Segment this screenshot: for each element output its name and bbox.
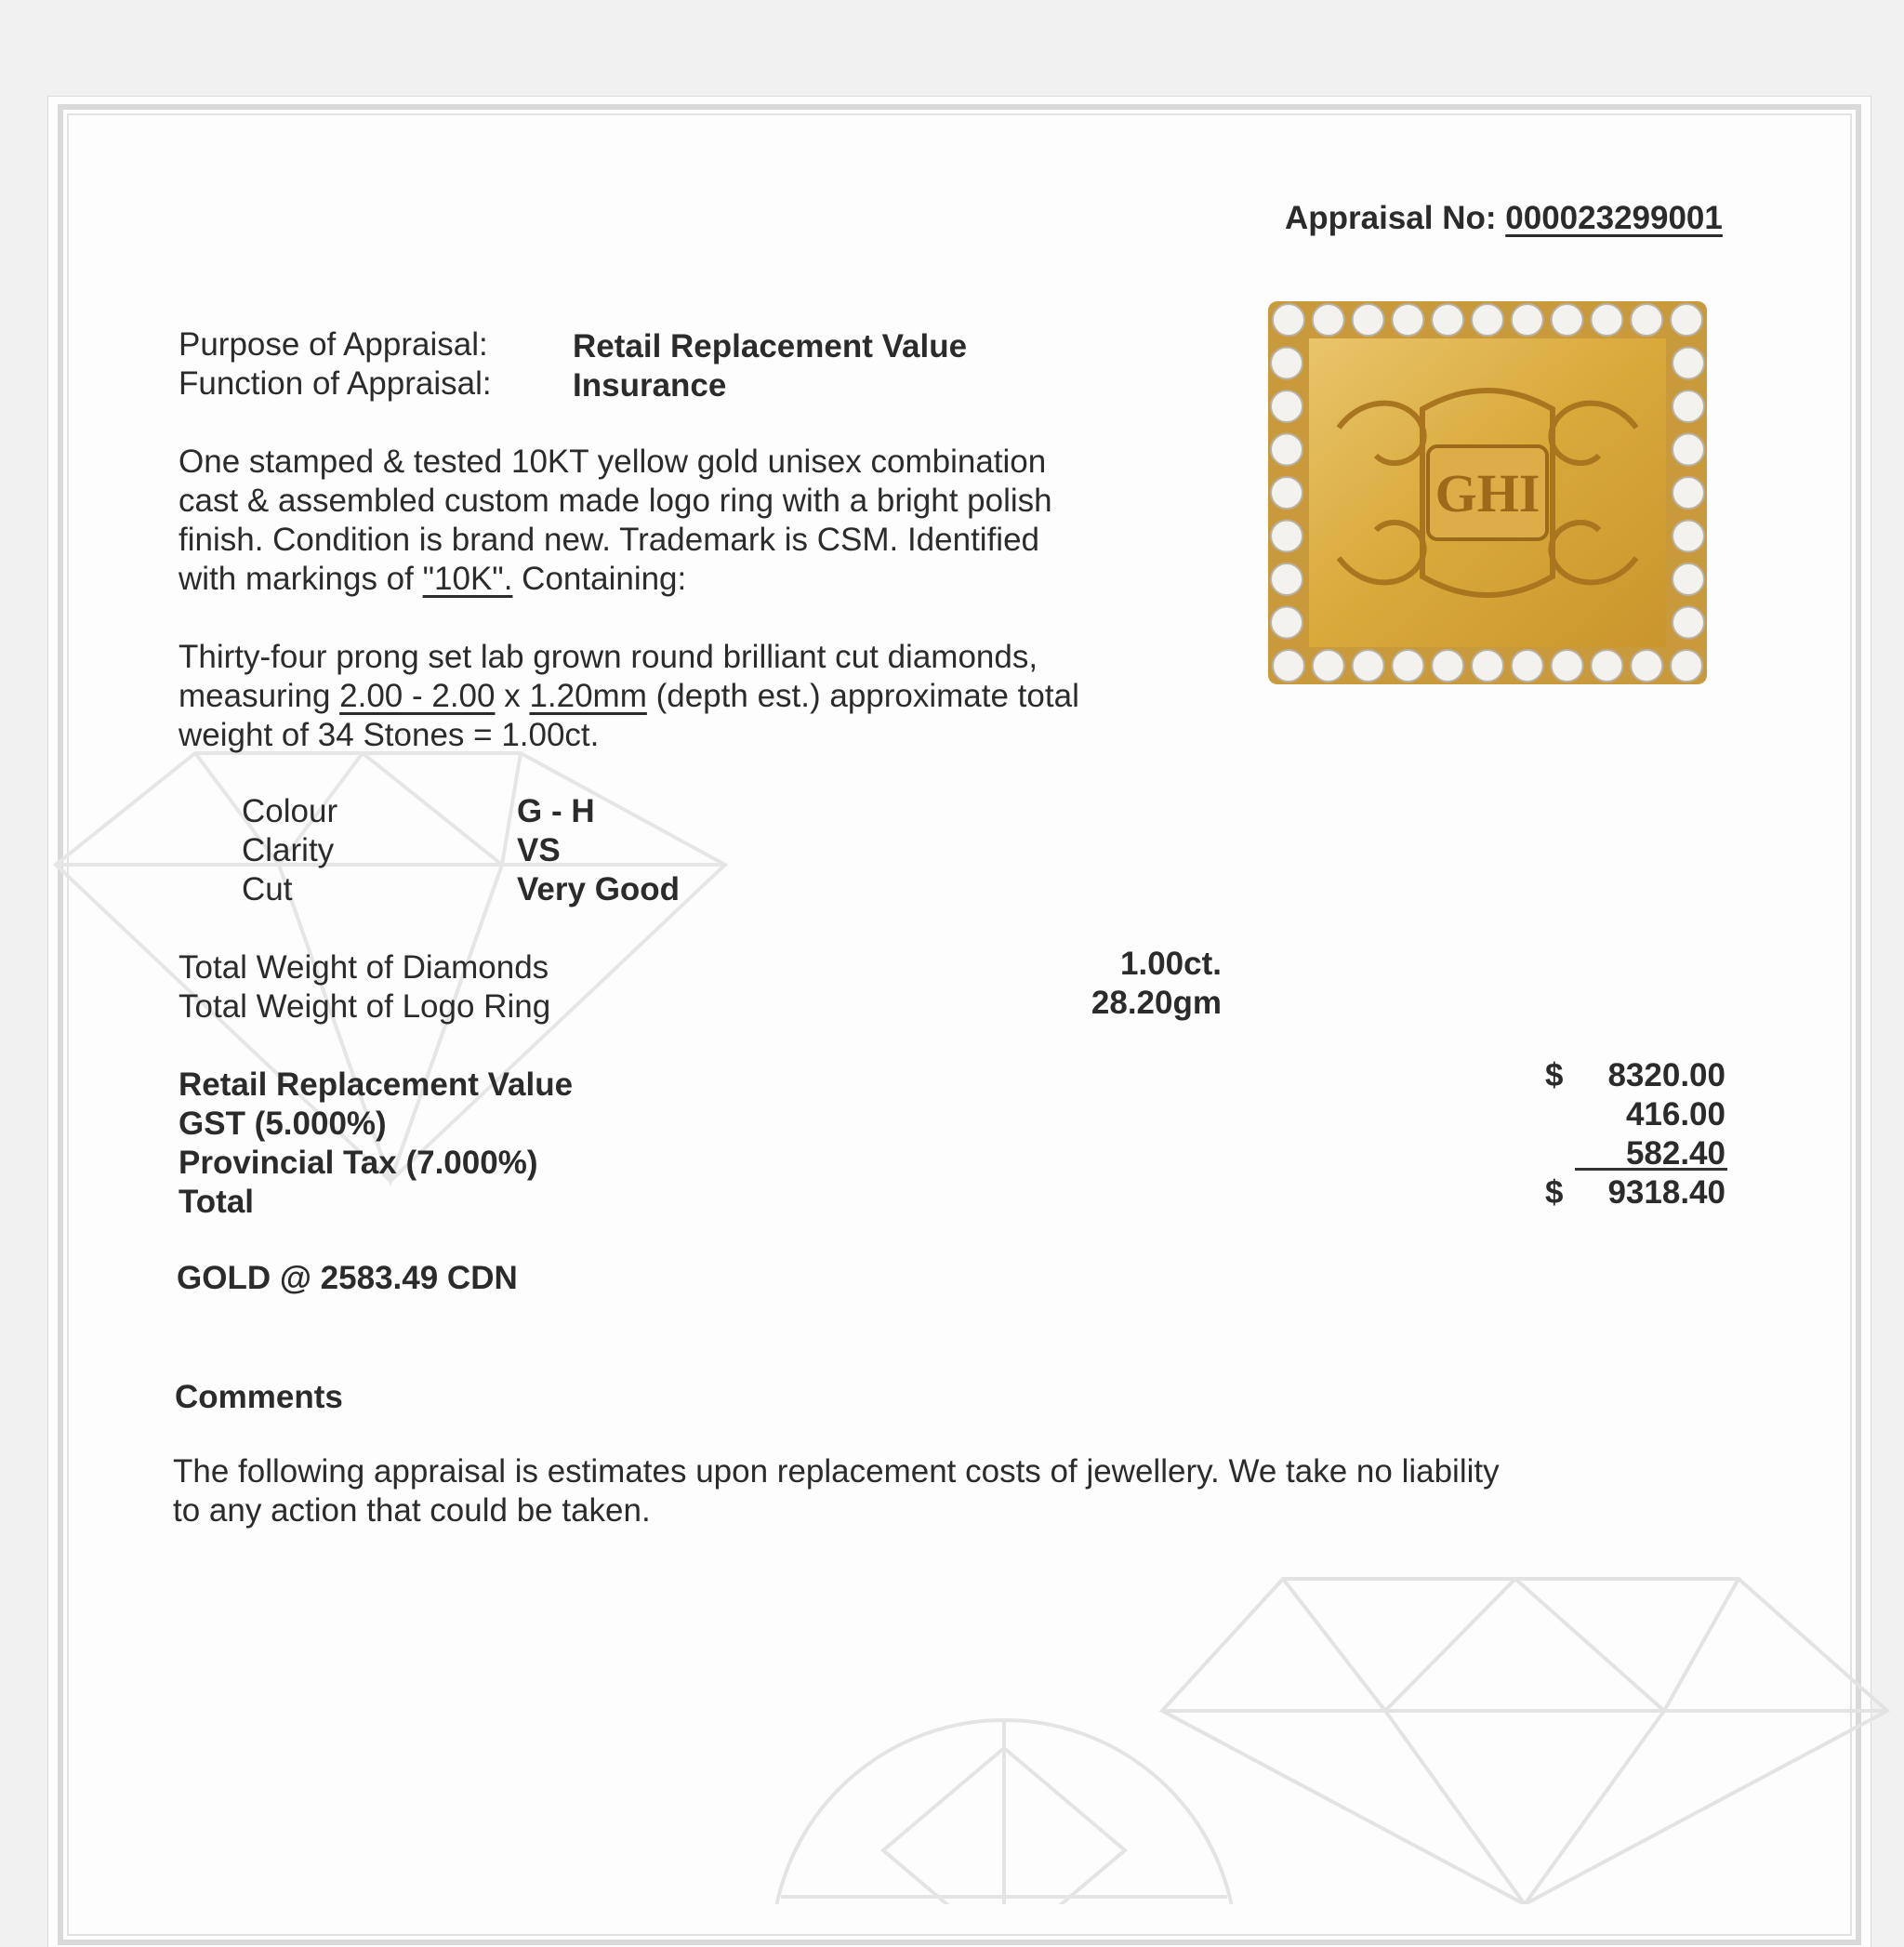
diamond-stone [1591, 650, 1622, 682]
valuation-label-gst: GST (5.000%) [178, 1106, 387, 1142]
description-line-1: One stamped & tested 10KT yellow gold unisex combination [178, 444, 1047, 480]
diamonds-line-2 [178, 677, 1079, 716]
diamond-stone [1673, 607, 1704, 639]
diamond-stone [1313, 304, 1344, 336]
diamond-stone [1353, 304, 1384, 336]
appraisal-number-label: Appraisal No: [1285, 200, 1497, 236]
diamond-stone [1671, 304, 1702, 336]
diamond-stone [1671, 650, 1702, 682]
purpose-value: Retail Replacement Value [573, 328, 968, 364]
diamond-stone [1552, 650, 1583, 682]
diamond-watermark-bottom-center [725, 1711, 1246, 1904]
description-line-4 [178, 560, 686, 599]
ring-photo [1264, 298, 1711, 688]
grading-label-colour: Colour [242, 793, 338, 829]
valuation-label-retail: Retail Replacement Value [178, 1066, 574, 1103]
diamond-stone [1591, 304, 1622, 336]
grading-value-cut: Very Good [517, 871, 681, 907]
diamond-watermark-bottom-right [1144, 1571, 1904, 1904]
appraisal-number [1285, 199, 1723, 238]
description-line-4-text: with markings of [178, 561, 423, 597]
valuation-label-total: Total [178, 1184, 255, 1220]
valuation-amount-gst: 416.00 [1625, 1096, 1726, 1132]
appraisal-number-value: 000023299001 [1505, 200, 1723, 236]
grading-value-clarity: VS [517, 832, 561, 868]
valuation-amount-provincial-tax: 582.40 [1625, 1135, 1726, 1172]
grading-value-colour: G - H [517, 793, 595, 829]
grading-label-clarity: Clarity [242, 832, 335, 868]
diamond-stone [1472, 304, 1503, 336]
diamond-stone [1673, 348, 1704, 379]
diamond-stone [1392, 650, 1423, 682]
diamonds-line-3: weight of 34 Stones = 1.00ct. [178, 717, 600, 753]
valuation-amount-retail: 8320.00 [1607, 1057, 1726, 1093]
diamond-stone [1673, 521, 1704, 552]
valuation-currency-retail: $ [1545, 1057, 1564, 1093]
valuation-amount-total: 9318.40 [1607, 1174, 1726, 1211]
description-line-4-tail: Containing: [512, 561, 687, 597]
weight-label-diamonds: Total Weight of Diamonds [178, 949, 549, 986]
diamond-stone [1673, 563, 1704, 595]
diamond-stone [1271, 434, 1302, 466]
diamond-stone [1271, 477, 1302, 509]
diamond-stone [1631, 304, 1662, 336]
diamond-stone [1472, 650, 1503, 682]
diamond-stone [1271, 348, 1302, 379]
diamond-stone [1392, 304, 1423, 336]
diamond-stone [1432, 650, 1463, 682]
weight-value-ring: 28.20gm [1091, 985, 1222, 1021]
function-value: Insurance [573, 367, 727, 404]
weight-value-diamonds: 1.00ct. [1120, 946, 1222, 982]
ring-monogram: GHI [1435, 463, 1540, 523]
comments-line-2: to any action that could be taken. [173, 1492, 651, 1529]
diamond-stone [1631, 650, 1662, 682]
grading-label-cut: Cut [242, 871, 293, 907]
valuation-label-provincial-tax: Provincial Tax (7.000%) [178, 1145, 538, 1181]
valuation-currency-total: $ [1545, 1174, 1564, 1211]
weight-label-ring: Total Weight of Logo Ring [178, 988, 551, 1025]
diamond-stone [1673, 434, 1704, 466]
diamond-depth: 1.20mm [529, 678, 647, 714]
hallmark-value: "10K". [422, 561, 513, 597]
dimension-separator: x [495, 678, 530, 714]
gold-price: GOLD @ 2583.49 CDN [177, 1260, 518, 1296]
diamond-stone [1512, 650, 1543, 682]
diamond-stone [1273, 650, 1304, 682]
diamond-stone [1673, 391, 1704, 422]
diamond-stone [1271, 391, 1302, 422]
diamond-stone [1273, 304, 1304, 336]
diamond-stone [1432, 304, 1463, 336]
diamond-stone [1353, 650, 1384, 682]
diamond-stone [1313, 650, 1344, 682]
description-line-2: cast & assembled custom made logo ring with a bright polish [178, 483, 1052, 519]
diamonds-line-1: Thirty-four prong set lab grown round brilliant cut diamonds, [178, 639, 1038, 675]
description-line-3: finish. Condition is brand new. Trademark is CSM. Identified [178, 522, 1039, 558]
subtotal-rule [1575, 1168, 1727, 1171]
diamond-stone [1673, 477, 1704, 509]
function-label: Function of Appraisal: [178, 365, 492, 402]
diamond-stone [1271, 563, 1302, 595]
diamond-diameter: 2.00 - 2.00 [339, 678, 496, 714]
purpose-label: Purpose of Appraisal: [178, 326, 488, 363]
diamonds-line-2-tail: (depth est.) approximate total [646, 678, 1079, 714]
diamond-stone [1512, 304, 1543, 336]
diamonds-line-2-text: measuring [178, 678, 340, 714]
diamond-stone [1552, 304, 1583, 336]
diamond-stone [1271, 607, 1302, 639]
comments-heading: Comments [175, 1379, 343, 1415]
diamond-stone [1271, 521, 1302, 552]
comments-line-1: The following appraisal is estimates upon replacement costs of jewellery. We take no liability [173, 1453, 1500, 1490]
